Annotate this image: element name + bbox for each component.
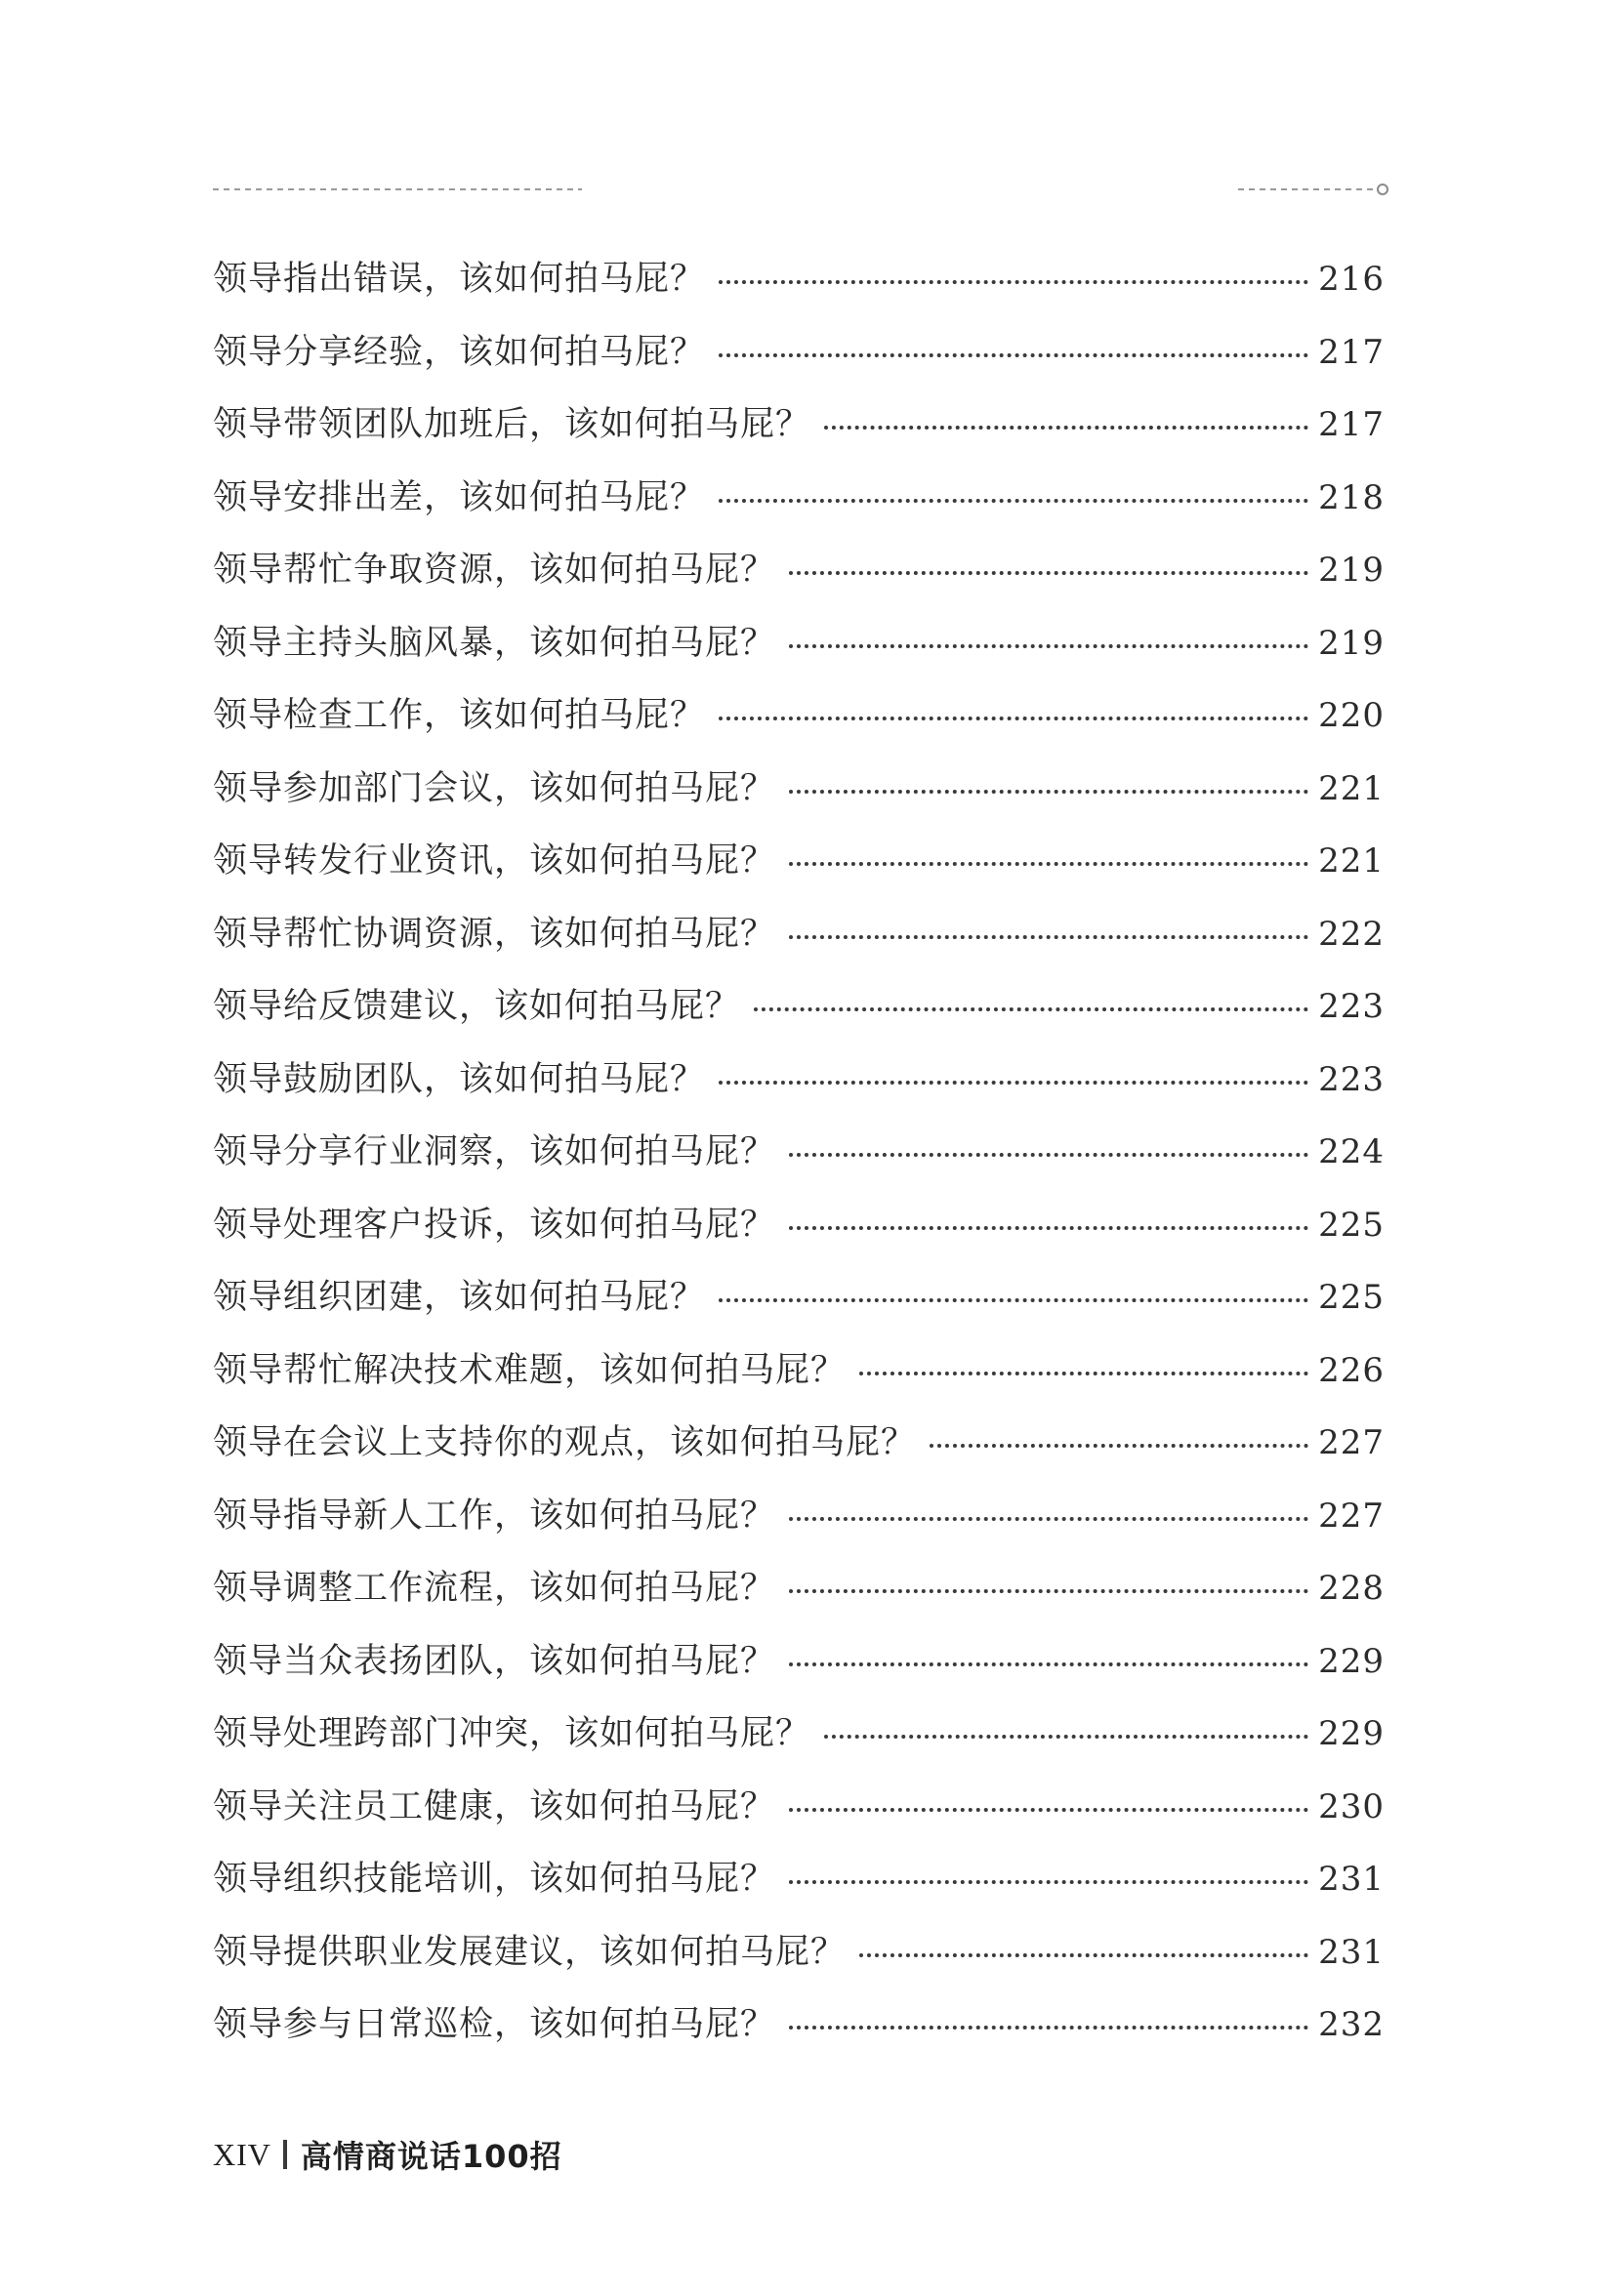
toc-dot-leader	[859, 1372, 1308, 1375]
toc-dot-leader	[930, 1444, 1308, 1448]
toc-entry-title: 领导参加部门会议，该如何拍马屁？	[213, 768, 776, 808]
header-dashed-rule	[213, 184, 1390, 195]
book-title: 高情商说话100招	[300, 2138, 562, 2175]
toc-entry[interactable]	[213, 1778, 1385, 1851]
toc-dot-leader	[789, 1226, 1308, 1230]
toc-entry-page: 220	[1318, 696, 1385, 735]
toc-entry-title: 领导处理跨部门冲突，该如何拍马屁？	[213, 1714, 811, 1753]
toc-dot-leader	[789, 1517, 1308, 1521]
toc-entry-title: 领导分享经验，该如何拍马屁？	[213, 332, 706, 372]
toc-entry[interactable]	[213, 1632, 1385, 1705]
toc-entry-page: 232	[1318, 2005, 1385, 2044]
toc-entry-title: 领导检查工作，该如何拍马屁？	[213, 696, 706, 735]
footer-separator	[283, 2140, 287, 2169]
toc-entry-page: 227	[1318, 1423, 1385, 1462]
page-number: XIV	[213, 2136, 271, 2172]
toc-entry[interactable]	[213, 1850, 1385, 1923]
toc-dot-leader	[789, 935, 1308, 939]
page-footer	[213, 2132, 562, 2177]
toc-entry-page: 218	[1318, 477, 1385, 517]
toc-dot-leader	[789, 1880, 1308, 1884]
toc-entry-page: 227	[1318, 1496, 1385, 1536]
toc-dot-leader	[719, 1081, 1308, 1085]
toc-dot-leader	[719, 499, 1308, 503]
toc-entry[interactable]	[213, 1123, 1385, 1196]
toc-entry-title: 领导处理客户投诉，该如何拍马屁？	[213, 1205, 776, 1245]
toc-entry-page: 217	[1318, 405, 1385, 444]
toc-dot-leader	[789, 1153, 1308, 1157]
toc-entry[interactable]	[213, 1559, 1385, 1632]
toc-entry[interactable]	[213, 469, 1385, 542]
toc-entry-title: 领导主持头脑风暴，该如何拍马屁？	[213, 623, 776, 663]
toc-entry-page: 225	[1318, 1205, 1385, 1245]
toc-entry[interactable]	[213, 832, 1385, 905]
toc-entry-title: 领导指出错误，该如何拍马屁？	[213, 260, 706, 299]
toc-dot-leader	[789, 571, 1308, 575]
toc-entry-page: 230	[1318, 1786, 1385, 1826]
toc-entry-title: 领导调整工作流程，该如何拍马屁？	[213, 1569, 776, 1608]
toc-entry[interactable]	[213, 1923, 1385, 1996]
toc-entry-title: 领导组织技能培训，该如何拍马屁？	[213, 1860, 776, 1899]
toc-entry[interactable]	[213, 1050, 1385, 1124]
toc-dot-leader	[789, 1662, 1308, 1666]
toc-entry-title: 领导组织团建，该如何拍马屁？	[213, 1278, 706, 1317]
toc-dot-leader	[719, 1298, 1308, 1302]
toc-dot-leader	[719, 717, 1308, 720]
toc-dot-leader	[824, 1735, 1308, 1739]
toc-entry-page: 221	[1318, 841, 1385, 881]
toc-entry-page: 226	[1318, 1350, 1385, 1390]
toc-entry[interactable]	[213, 1414, 1385, 1487]
toc-entry-page: 221	[1318, 768, 1385, 808]
toc-entry-page: 219	[1318, 623, 1385, 663]
toc-entry-title: 领导指导新人工作，该如何拍马屁？	[213, 1496, 776, 1536]
toc-entry[interactable]	[213, 1268, 1385, 1341]
toc-entry-title: 领导给反馈建议，该如何拍马屁？	[213, 987, 741, 1026]
toc-entry-page: 217	[1318, 332, 1385, 372]
toc-dot-leader	[789, 644, 1308, 648]
toc-entry[interactable]	[213, 1995, 1385, 2069]
toc-entry-page: 229	[1318, 1641, 1385, 1681]
toc-entry[interactable]	[213, 250, 1385, 323]
toc-entry[interactable]	[213, 1196, 1385, 1269]
toc-entry-page: 229	[1318, 1714, 1385, 1753]
toc-entry[interactable]	[213, 905, 1385, 978]
toc-entry-title: 领导分享行业洞察，该如何拍马屁？	[213, 1132, 776, 1171]
toc-entry-title: 领导鼓励团队，该如何拍马屁？	[213, 1059, 706, 1099]
toc-entry-title: 领导安排出差，该如何拍马屁？	[213, 477, 706, 517]
toc-entry-page: 224	[1318, 1132, 1385, 1171]
toc-entry-page: 216	[1318, 260, 1385, 299]
toc-entry[interactable]	[213, 1487, 1385, 1560]
toc-entry[interactable]	[213, 323, 1385, 396]
toc-entry[interactable]	[213, 1341, 1385, 1414]
toc-entry-page: 219	[1318, 551, 1385, 590]
toc-dot-leader	[859, 1953, 1308, 1957]
toc-dot-leader	[719, 280, 1308, 284]
toc-entry[interactable]	[213, 977, 1385, 1050]
toc-dot-leader	[789, 1808, 1308, 1812]
toc-entry-page: 228	[1318, 1569, 1385, 1608]
toc-entry-page: 223	[1318, 987, 1385, 1026]
toc-dot-leader	[789, 862, 1308, 866]
toc-entry-page: 225	[1318, 1278, 1385, 1317]
toc-entry[interactable]	[213, 541, 1385, 614]
toc-dot-leader	[754, 1007, 1308, 1011]
toc-dot-leader	[789, 2026, 1308, 2030]
toc-entry-title: 领导提供职业发展建议，该如何拍马屁？	[213, 1932, 847, 1972]
toc-entry-page: 231	[1318, 1860, 1385, 1899]
toc-entry-title: 领导转发行业资讯，该如何拍马屁？	[213, 841, 776, 881]
toc-entry-title: 领导帮忙争取资源，该如何拍马屁？	[213, 551, 776, 590]
toc-entry-page: 222	[1318, 914, 1385, 954]
toc-entry-title: 领导参与日常巡检，该如何拍马屁？	[213, 2005, 776, 2044]
toc-entry[interactable]	[213, 759, 1385, 833]
toc-dot-leader	[789, 790, 1308, 794]
toc-entry[interactable]	[213, 1704, 1385, 1778]
toc-entry-page: 223	[1318, 1059, 1385, 1099]
toc-entry-page: 231	[1318, 1932, 1385, 1972]
toc-dot-leader	[789, 1589, 1308, 1593]
toc-entry-title: 领导关注员工健康，该如何拍马屁？	[213, 1786, 776, 1826]
table-of-contents	[213, 250, 1385, 2069]
toc-dot-leader	[824, 426, 1308, 430]
toc-entry[interactable]	[213, 614, 1385, 687]
toc-entry-title: 领导在会议上支持你的观点，该如何拍马屁？	[213, 1423, 917, 1462]
toc-entry[interactable]	[213, 686, 1385, 759]
toc-entry-title: 领导帮忙解决技术难题，该如何拍马屁？	[213, 1350, 847, 1390]
toc-dot-leader	[719, 353, 1308, 357]
toc-entry-title: 领导带领团队加班后，该如何拍马屁？	[213, 405, 811, 444]
toc-entry-title: 领导帮忙协调资源，该如何拍马屁？	[213, 914, 776, 954]
toc-entry-title: 领导当众表扬团队，该如何拍马屁？	[213, 1641, 776, 1681]
toc-entry[interactable]	[213, 395, 1385, 469]
